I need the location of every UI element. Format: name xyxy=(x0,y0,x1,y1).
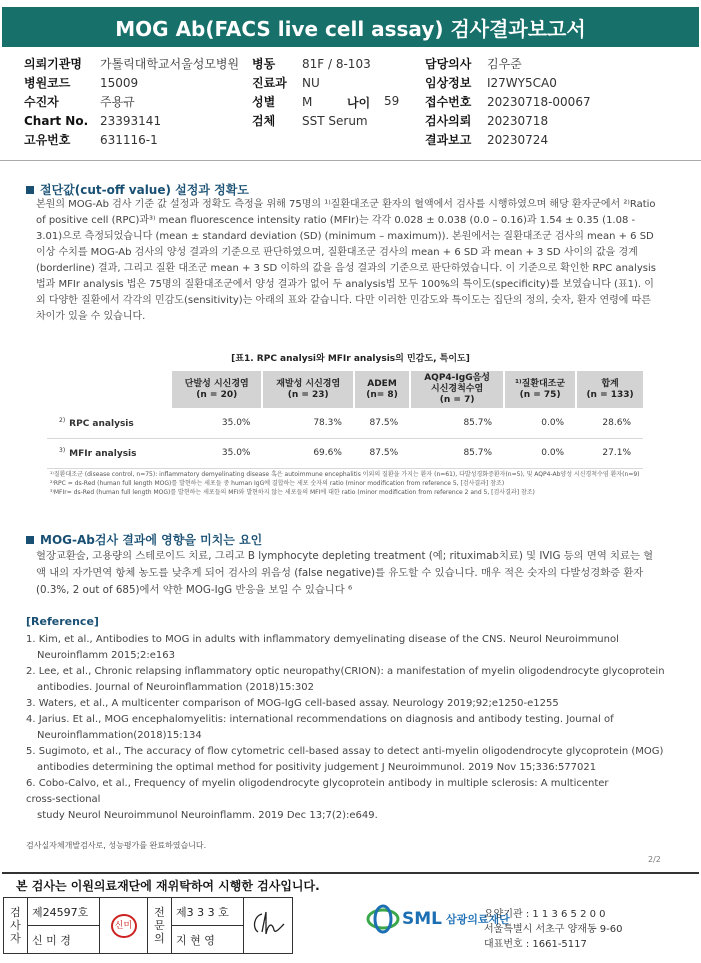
header-line: AQP4-IgG음성 xyxy=(424,373,490,383)
info-value: 20230718 xyxy=(487,114,549,128)
reference-list xyxy=(26,632,676,824)
info-label: 결과보고 xyxy=(425,133,472,147)
lab-info-line: 대표번호 : 1661-5117 xyxy=(484,939,587,950)
footnote-marker: 3) xyxy=(59,447,66,454)
info-label: 검사의뢰 xyxy=(425,114,472,128)
table-cell: 28.6% xyxy=(576,408,643,438)
examiner-name: 신 미 경 xyxy=(28,926,100,954)
table-title: [표1. RPC analysi와 MFIr analysis의 민감도, 특이도] xyxy=(231,354,470,364)
reference-line: 2. Lee, et al., Chronic relapsing inflammatory optic neuropathy(CRION): a manifestation of myelin oligodendrocyte glycoprotein xyxy=(26,666,665,677)
examiner-license: 제24597호 xyxy=(28,898,100,926)
header-line: (n = 133) xyxy=(586,389,634,400)
patient-info-col3 xyxy=(425,55,591,150)
page-number: 2/2 xyxy=(648,855,661,864)
header-line: 시신경척수염 xyxy=(431,384,484,394)
reference-line: 5. Sugimoto, et al., The accuracy of flow cytometric cell-based assay to detect anti-myelin oligodendrocyte glycoprotein (MOG) xyxy=(26,746,664,757)
info-label: 고유번호 xyxy=(24,133,71,147)
cutoff-paragraph: 본원의 MOG-Ab 검사 기준 값 설정과 정확도 측정을 위해 75명의 ¹⁾질환대조군 환자의 혈액에서 검사를 시행하였으며 해당 환자군에서 ²⁾Ratio of positive cell (RPC)과³⁾ mean fluorescence intensity ratio (MFIr)는 각각 0.028 ± 0.038 (0.0 – 0.16)과 1.54 ± 0.35 (1.08 - 3.01)으로 측정되었습니다 (mean ± standard deviation (SD) (minimum – maximum)). 본원에서는 질환대조군 검사의 mean + 6 SD 이상 수치를 MOG-Ab 검사의 양성 결과의 기준으로 판단하였으며, 질환대조군 검사의 mean + 6 SD 과 mean + 3 SD 사이의 값을 경계 (borderline) 결과, 그리고 질환 대조군 mean + 3 SD 이하의 값을 음성 결과의 기준으로 판단하였습니다. 이 기준으로 확인한 RPC analysis 법과 MFIr analysis 법은 75명의 질환대조군에서 양성 결과가 없어 두 analysis법 모두 100%의 특이도(specificity)를 보였습니다 (표1). 이 외 다양한 질환에서 각각의 민감도(sensitivity)는 아래의 표와 같습니다. 다만 이러한 민감도와 특이도는 집단의 정의, 숫자, 환자 연령에 따른 차이가 있을 수 있습니다. xyxy=(36,199,656,322)
seal-stamp-icon: 신미 xyxy=(111,914,137,938)
examiner-label-text: 검사자 xyxy=(10,906,21,945)
header-line: (n= 8) xyxy=(366,389,398,400)
table-cell: 87.5% xyxy=(354,438,410,468)
table-header-blank xyxy=(47,371,171,408)
header-line: 합계 xyxy=(601,378,619,389)
section-heading-text: MOG-Ab검사 결과에 영향을 미치는 요인 xyxy=(40,533,263,547)
info-row xyxy=(24,93,239,112)
reference-item xyxy=(26,632,676,664)
report-title: MOG Ab(FACS live cell assay) 검사결과보고서 xyxy=(2,7,699,47)
table-row xyxy=(47,438,643,468)
header-line: 재발성 시신경염 xyxy=(276,378,341,389)
info-label: 병동 xyxy=(252,57,276,71)
patient-info-col2 xyxy=(252,55,371,131)
info-label: 검체 xyxy=(252,114,276,128)
lab-info-line: 서울특별시 서초구 양재동 9-60 xyxy=(484,924,623,935)
age-label: 나이 xyxy=(347,96,371,110)
info-label: 진료과 xyxy=(252,76,287,90)
table-header xyxy=(504,371,576,408)
info-label: 접수번호 xyxy=(425,95,472,109)
bullet-square-icon xyxy=(26,536,34,544)
patient-info-col1 xyxy=(24,55,239,150)
reference-item xyxy=(26,664,676,696)
footer-divider xyxy=(2,872,699,874)
info-value: 20230724 xyxy=(487,133,549,147)
footnote: ³⁾MFIr= ds-Red (human full length MOG)를 발현하는 세포들의 MFI와 발현하지 않는 세포들의 MFI에 대한 ratio (minor modification from reference 2 and 5, [검사결과] 참조) xyxy=(50,489,535,496)
info-row xyxy=(252,55,371,74)
table-footnotes xyxy=(50,470,660,497)
footnote: ¹⁾질환대조군 (disease control, n=75): inflammatory demyelinating disease 혹은 autoimmune encephalitis 이외의 질환을 가지는 환자 (n=61), 다발성경화증환자(n=5), 및 AQP4-Ab양성 시신경척수염 환자(n=9) xyxy=(50,471,640,478)
info-row xyxy=(425,112,591,131)
info-value: I27WY5CA0 xyxy=(487,76,557,90)
info-label: 의뢰기관명 xyxy=(24,57,82,71)
info-label: 성별 xyxy=(252,95,276,109)
info-value: SST Serum xyxy=(302,114,368,128)
info-row xyxy=(252,74,371,93)
table-cell: 85.7% xyxy=(410,438,504,468)
signature-icon xyxy=(248,904,288,944)
info-value: 김우준 xyxy=(487,57,522,71)
info-value: 20230718-00067 xyxy=(487,95,591,109)
doctor-name: 지 현 영 xyxy=(172,926,244,954)
table-cell: 69.6% xyxy=(262,438,353,468)
info-value: 631116-1 xyxy=(100,133,158,147)
info-row xyxy=(24,55,239,74)
header-line: (n = 75) xyxy=(519,389,561,400)
info-label: 병원코드 xyxy=(24,76,71,90)
doctor-label-text: 전문의 xyxy=(154,906,165,945)
reference-line: 3. Waters, et al., A multicenter comparison of MOG-IgG cell-based assay. Neurology 2019;92;e1250-e1255 xyxy=(26,698,559,709)
header-line: (n = 7) xyxy=(439,395,475,405)
table-header-row xyxy=(47,371,643,408)
table-cell: 87.5% xyxy=(354,408,410,438)
table-header xyxy=(410,371,504,408)
info-value: 81F / 8-103 xyxy=(302,57,371,71)
reference-item xyxy=(26,744,676,776)
section-heading-text: 절단값(cut-off value) 설정과 정확도 xyxy=(40,183,249,197)
info-value: NU xyxy=(302,76,320,90)
header-line: 단발성 시신경염 xyxy=(184,378,249,389)
reference-heading: [Reference] xyxy=(26,615,99,628)
logo-text: SML xyxy=(402,909,442,929)
table-header xyxy=(171,371,262,408)
section-heading xyxy=(26,181,249,198)
table-row xyxy=(47,408,643,438)
doctor-label xyxy=(148,898,172,954)
table-cell: 78.3% xyxy=(262,408,353,438)
sensitivity-table xyxy=(47,371,643,469)
info-row xyxy=(425,131,591,150)
sml-logo-icon xyxy=(366,904,400,934)
row-label xyxy=(47,438,171,468)
info-row xyxy=(24,112,239,131)
info-value: M xyxy=(302,95,313,109)
lab-info xyxy=(484,907,623,952)
doctor-license: 제3 3 3 호 xyxy=(172,898,244,926)
logo-korean: 삼광의료재단 xyxy=(446,913,510,926)
table-header xyxy=(262,371,353,408)
footnote: ²⁾RPC = ds-Red (human full length MOG)를 발현하는 세포들 중 human IgG에 결합하는 세포 숫자의 ratio (minor modification from reference 5, [검사결과] 참조) xyxy=(50,480,505,487)
info-value: 15009 xyxy=(100,76,139,90)
header-line: ¹⁾질환대조군 xyxy=(515,378,566,389)
reference-line: study Neurol Neuroimmunol Neuroinflamm. 2019 Dec 13;7(2):e649. xyxy=(37,810,378,821)
header-divider xyxy=(0,160,701,161)
outsource-note: 본 검사는 이원의료재단에 재위탁하여 시행한 검사입니다. xyxy=(16,879,320,893)
footnote-marker: 2) xyxy=(59,416,66,424)
info-row xyxy=(425,93,591,112)
signature-table xyxy=(3,897,293,954)
table-header xyxy=(354,371,410,408)
info-row xyxy=(24,131,239,150)
info-value: 23393141 xyxy=(100,114,162,128)
row-label-text: MFIr analysis xyxy=(69,449,137,459)
table-cell: 85.7% xyxy=(410,408,504,438)
examiner-label xyxy=(4,898,28,954)
table-cell: 0.0% xyxy=(504,408,576,438)
row-label xyxy=(47,408,171,438)
table-cell: 0.0% xyxy=(504,438,576,468)
bullet-square-icon xyxy=(26,186,34,194)
reference-item xyxy=(26,776,676,808)
header-line: (n = 20) xyxy=(196,389,238,400)
reference-line: 6. Cobo-Calvo, et al., Frequency of myelin oligodendrocyte glycoprotein antibody in multiple sclerosis: A multicenter xyxy=(26,778,609,789)
info-row xyxy=(252,112,371,131)
info-label: 담당의사 xyxy=(425,57,472,71)
header-line: (n = 23) xyxy=(287,389,329,400)
reference-line: 4. Jarius. Et al., MOG encephalomyelitis: international recommendations on diagnosis and antibody testing. Journal of xyxy=(26,714,614,725)
reference-item xyxy=(26,712,676,744)
factors-paragraph: 혈장교환술, 고용량의 스테로이드 치료, 그리고 B lymphocyte depleting treatment (예; rituximab치료) 및 IVIG 등의 면역 치료는 혈액 내의 자가면역 항체 농도를 낮추게 되어 검사의 위음성 (false negative)를 유도할 수 있습니다. 매우 적은 숫자의 다발성경화증 환자 (0.3%, 2 out of 685)에서 약한 MOG-IgG 반응을 보일 수 있습니다 ⁶ xyxy=(36,550,654,596)
table-header xyxy=(576,371,643,408)
info-value: 주용규 xyxy=(100,95,135,109)
info-label: 임상정보 xyxy=(425,76,472,90)
info-row xyxy=(425,74,591,93)
info-label: Chart No. xyxy=(24,114,89,128)
reference-item xyxy=(26,696,676,712)
info-value: 가톨릭대학교서울성모병원 xyxy=(100,57,240,71)
reference-line: antibodies determining the optimal method for positivity judgement J Neuroimmunol. 2019 Nov 15;336:577021 xyxy=(37,762,597,773)
reference-line: 1. Kim, et al., Antibodies to MOG in adults with inflammatory demyelinating disease of the CNS. Neurol Neuroimmunol xyxy=(26,634,619,645)
row-label-text: RPC analysis xyxy=(69,418,134,429)
reference-line: Neuroinflammation(2018)15:134 xyxy=(37,730,202,741)
validation-note: 검사실자체개발검사로, 성능평가를 완료하였습니다. xyxy=(26,841,207,850)
info-row xyxy=(425,55,591,74)
table-cell: 35.0% xyxy=(171,438,262,468)
doctor-signature xyxy=(244,898,293,954)
table-cell: 27.1% xyxy=(576,438,643,468)
lab-info-line: 요양기관 : 1 1 3 6 5 2 0 0 xyxy=(484,909,606,920)
header-line: ADEM xyxy=(367,378,397,389)
reference-line: cross-sectional xyxy=(26,794,101,805)
signature-row xyxy=(4,898,293,926)
info-label: 수진자 xyxy=(24,95,59,109)
reference-line: antibodies. Journal of Neuroinflammation (2018)15:302 xyxy=(37,682,314,693)
examiner-stamp xyxy=(100,898,148,954)
section-heading xyxy=(26,531,262,548)
age-value: 59 xyxy=(384,94,400,108)
info-row xyxy=(24,74,239,93)
table-cell: 35.0% xyxy=(171,408,262,438)
reference-line: Neuroinflamm 2015;2:e163 xyxy=(37,650,175,661)
